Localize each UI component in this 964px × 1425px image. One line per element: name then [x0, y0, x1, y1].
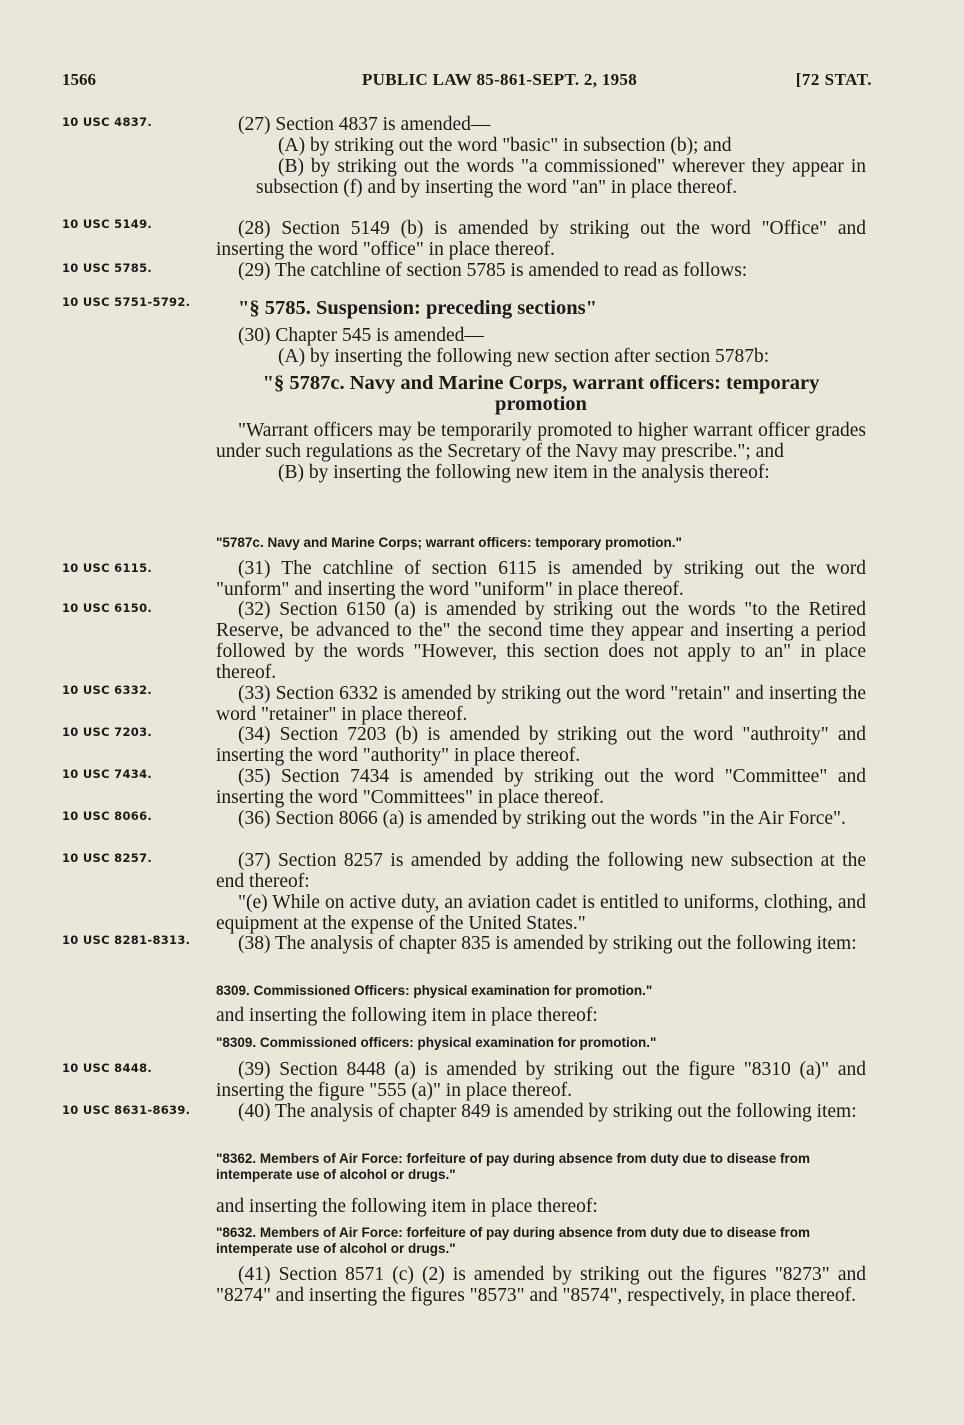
section-8632: [216, 1225, 866, 1257]
section-41: [216, 1264, 866, 1306]
section-and1: [216, 1005, 866, 1026]
sidenote-7434: 10 USC 7434.: [62, 767, 153, 781]
section-5787c-heading: [216, 373, 866, 415]
sidenote-8281: 10 USC 8281-8313.: [62, 933, 191, 947]
para-32: (32) Section 6150 (a) is amended by striking out the words "to the Retired Reserve, be advanced to the" the second time they appear and inserting a period followed by the words "However, this section does not apply to an" in place thereof.: [216, 599, 866, 683]
sidenote-5751: 10 USC 5751-5792.: [62, 295, 191, 309]
sidenote-5785: 10 USC 5785.: [62, 261, 153, 275]
para-33: (33) Section 6332 is amended by striking out the word "retain" and inserting the word "retainer" in place thereof.: [216, 683, 866, 725]
para-41: (41) Section 8571 (c) (2) is amended by striking out the figures "8273" and "8274" and inserting the figures "8573" and "8574", respectively, in place thereof.: [216, 1264, 866, 1306]
para-30: (30) Chapter 545 is amended—: [238, 325, 484, 346]
para-27: (27) Section 4837 is amended—: [238, 114, 491, 135]
item-8309-new: "8309. Commissioned officers: physical examination for promotion.": [216, 1035, 657, 1050]
heading-5785: "§ 5785. Suspension: preceding sections": [238, 297, 597, 319]
sidenote-8448: 10 USC 8448.: [62, 1061, 153, 1075]
heading-5787c: "§ 5787c. Navy and Marine Corps, warrant officers: temporary promotion: [262, 372, 820, 415]
para-30b: (B) by inserting the following new item in the analysis thereof:: [278, 462, 770, 483]
sidenote-8257: 10 USC 8257.: [62, 851, 153, 865]
section-38: [216, 933, 866, 954]
section-5787c-item: [216, 535, 866, 551]
para-29: (29) The catchline of section 5785 is amended to read as follows:: [238, 260, 748, 281]
page-number: 1566: [62, 70, 96, 89]
section-29: [216, 260, 866, 281]
section-39: [216, 1059, 866, 1101]
section-8309a: [216, 983, 866, 999]
sidenote-6332: 10 USC 6332.: [62, 683, 153, 697]
para-35: (35) Section 7434 is amended by striking out the word "Committee" and inserting the word "Committees" in place thereof.: [216, 766, 866, 808]
para-40: (40) The analysis of chapter 849 is amended by striking out the following item:: [238, 1101, 857, 1122]
para-39: (39) Section 8448 (a) is amended by striking out the figure "8310 (a)" and inserting the figure "555 (a)" in place thereof.: [216, 1059, 866, 1101]
para-37e: "(e) While on active duty, an aviation cadet is entitled to uniforms, clothing, and equipment at the expense of the United States.": [216, 892, 866, 934]
section-5785-heading: [216, 298, 866, 319]
para-31: (31) The catchline of section 6115 is amended by striking out the word "unform" and inserting the word "uniform" in place thereof.: [216, 558, 866, 600]
section-34: [216, 724, 866, 766]
para-38: (38) The analysis of chapter 835 is amended by striking out the following item:: [238, 933, 857, 954]
item-5787c: "5787c. Navy and Marine Corps; warrant officers: temporary promotion.": [216, 535, 682, 550]
item-8362: "8362. Members of Air Force: forfeiture of pay during absence from duty due to disease from intemperate use of alcohol or drugs.": [216, 1151, 811, 1182]
para-28: (28) Section 5149 (b) is amended by striking out the word "Office" and inserting the word "office" in place thereof.: [216, 218, 866, 260]
section-32: [216, 599, 866, 683]
item-8632: "8632. Members of Air Force: forfeiture of pay during absence from duty due to disease from intemperate use of alcohol or drugs.": [216, 1225, 811, 1256]
header-title: PUBLIC LAW 85-861-SEPT. 2, 1958: [362, 70, 638, 89]
para-37: (37) Section 8257 is amended by adding the following new subsection at the end thereof:: [216, 850, 866, 892]
item-8309-old: 8309. Commissioned Officers: physical examination for promotion.": [216, 983, 653, 998]
para-27a: (A) by striking out the word "basic" in subsection (b); and: [278, 135, 732, 156]
and-inserting-1: and inserting the following item in place thereof:: [216, 1005, 598, 1026]
section-35: [216, 766, 866, 808]
and-inserting-2: and inserting the following item in place thereof:: [216, 1196, 598, 1217]
para-36: (36) Section 8066 (a) is amended by striking out the words "in the Air Force".: [238, 808, 846, 829]
sidenote-6150: 10 USC 6150.: [62, 601, 153, 615]
sidenote-6115: 10 USC 6115.: [62, 561, 153, 575]
section-5787c-text: [216, 420, 866, 483]
sidenote-8066: 10 USC 8066.: [62, 809, 153, 823]
section-31: [216, 558, 866, 600]
section-and2: [216, 1196, 866, 1217]
section-40: [216, 1101, 866, 1122]
section-8362: [216, 1151, 866, 1183]
section-8309b: [216, 1035, 866, 1051]
sidenote-4837: 10 USC 4837.: [62, 115, 153, 129]
para-30a: (A) by inserting the following new section after section 5787b:: [278, 346, 770, 367]
sidenote-5149: 10 USC 5149.: [62, 217, 153, 231]
para-27b: (B) by striking out the words "a commissioned" wherever they appear in subsection (f) and by inserting the word "an" in place thereof.: [256, 156, 866, 198]
section-33: [216, 683, 866, 725]
section-27: [216, 114, 866, 198]
para-5787c: "Warrant officers may be temporarily promoted to higher warrant officer grades under such regulations as the Secretary of the Navy may prescribe."; and: [216, 420, 866, 462]
section-37: [216, 850, 866, 934]
section-36: [216, 808, 866, 829]
page-header: [62, 70, 872, 98]
section-30: [216, 325, 866, 367]
sidenote-8631: 10 USC 8631-8639.: [62, 1103, 191, 1117]
section-28: [216, 218, 866, 260]
header-stat: [72 STAT.: [795, 70, 872, 89]
sidenote-7203: 10 USC 7203.: [62, 725, 153, 739]
para-34: (34) Section 7203 (b) is amended by striking out the word "authroity" and inserting the word "authority" in place thereof.: [216, 724, 866, 766]
